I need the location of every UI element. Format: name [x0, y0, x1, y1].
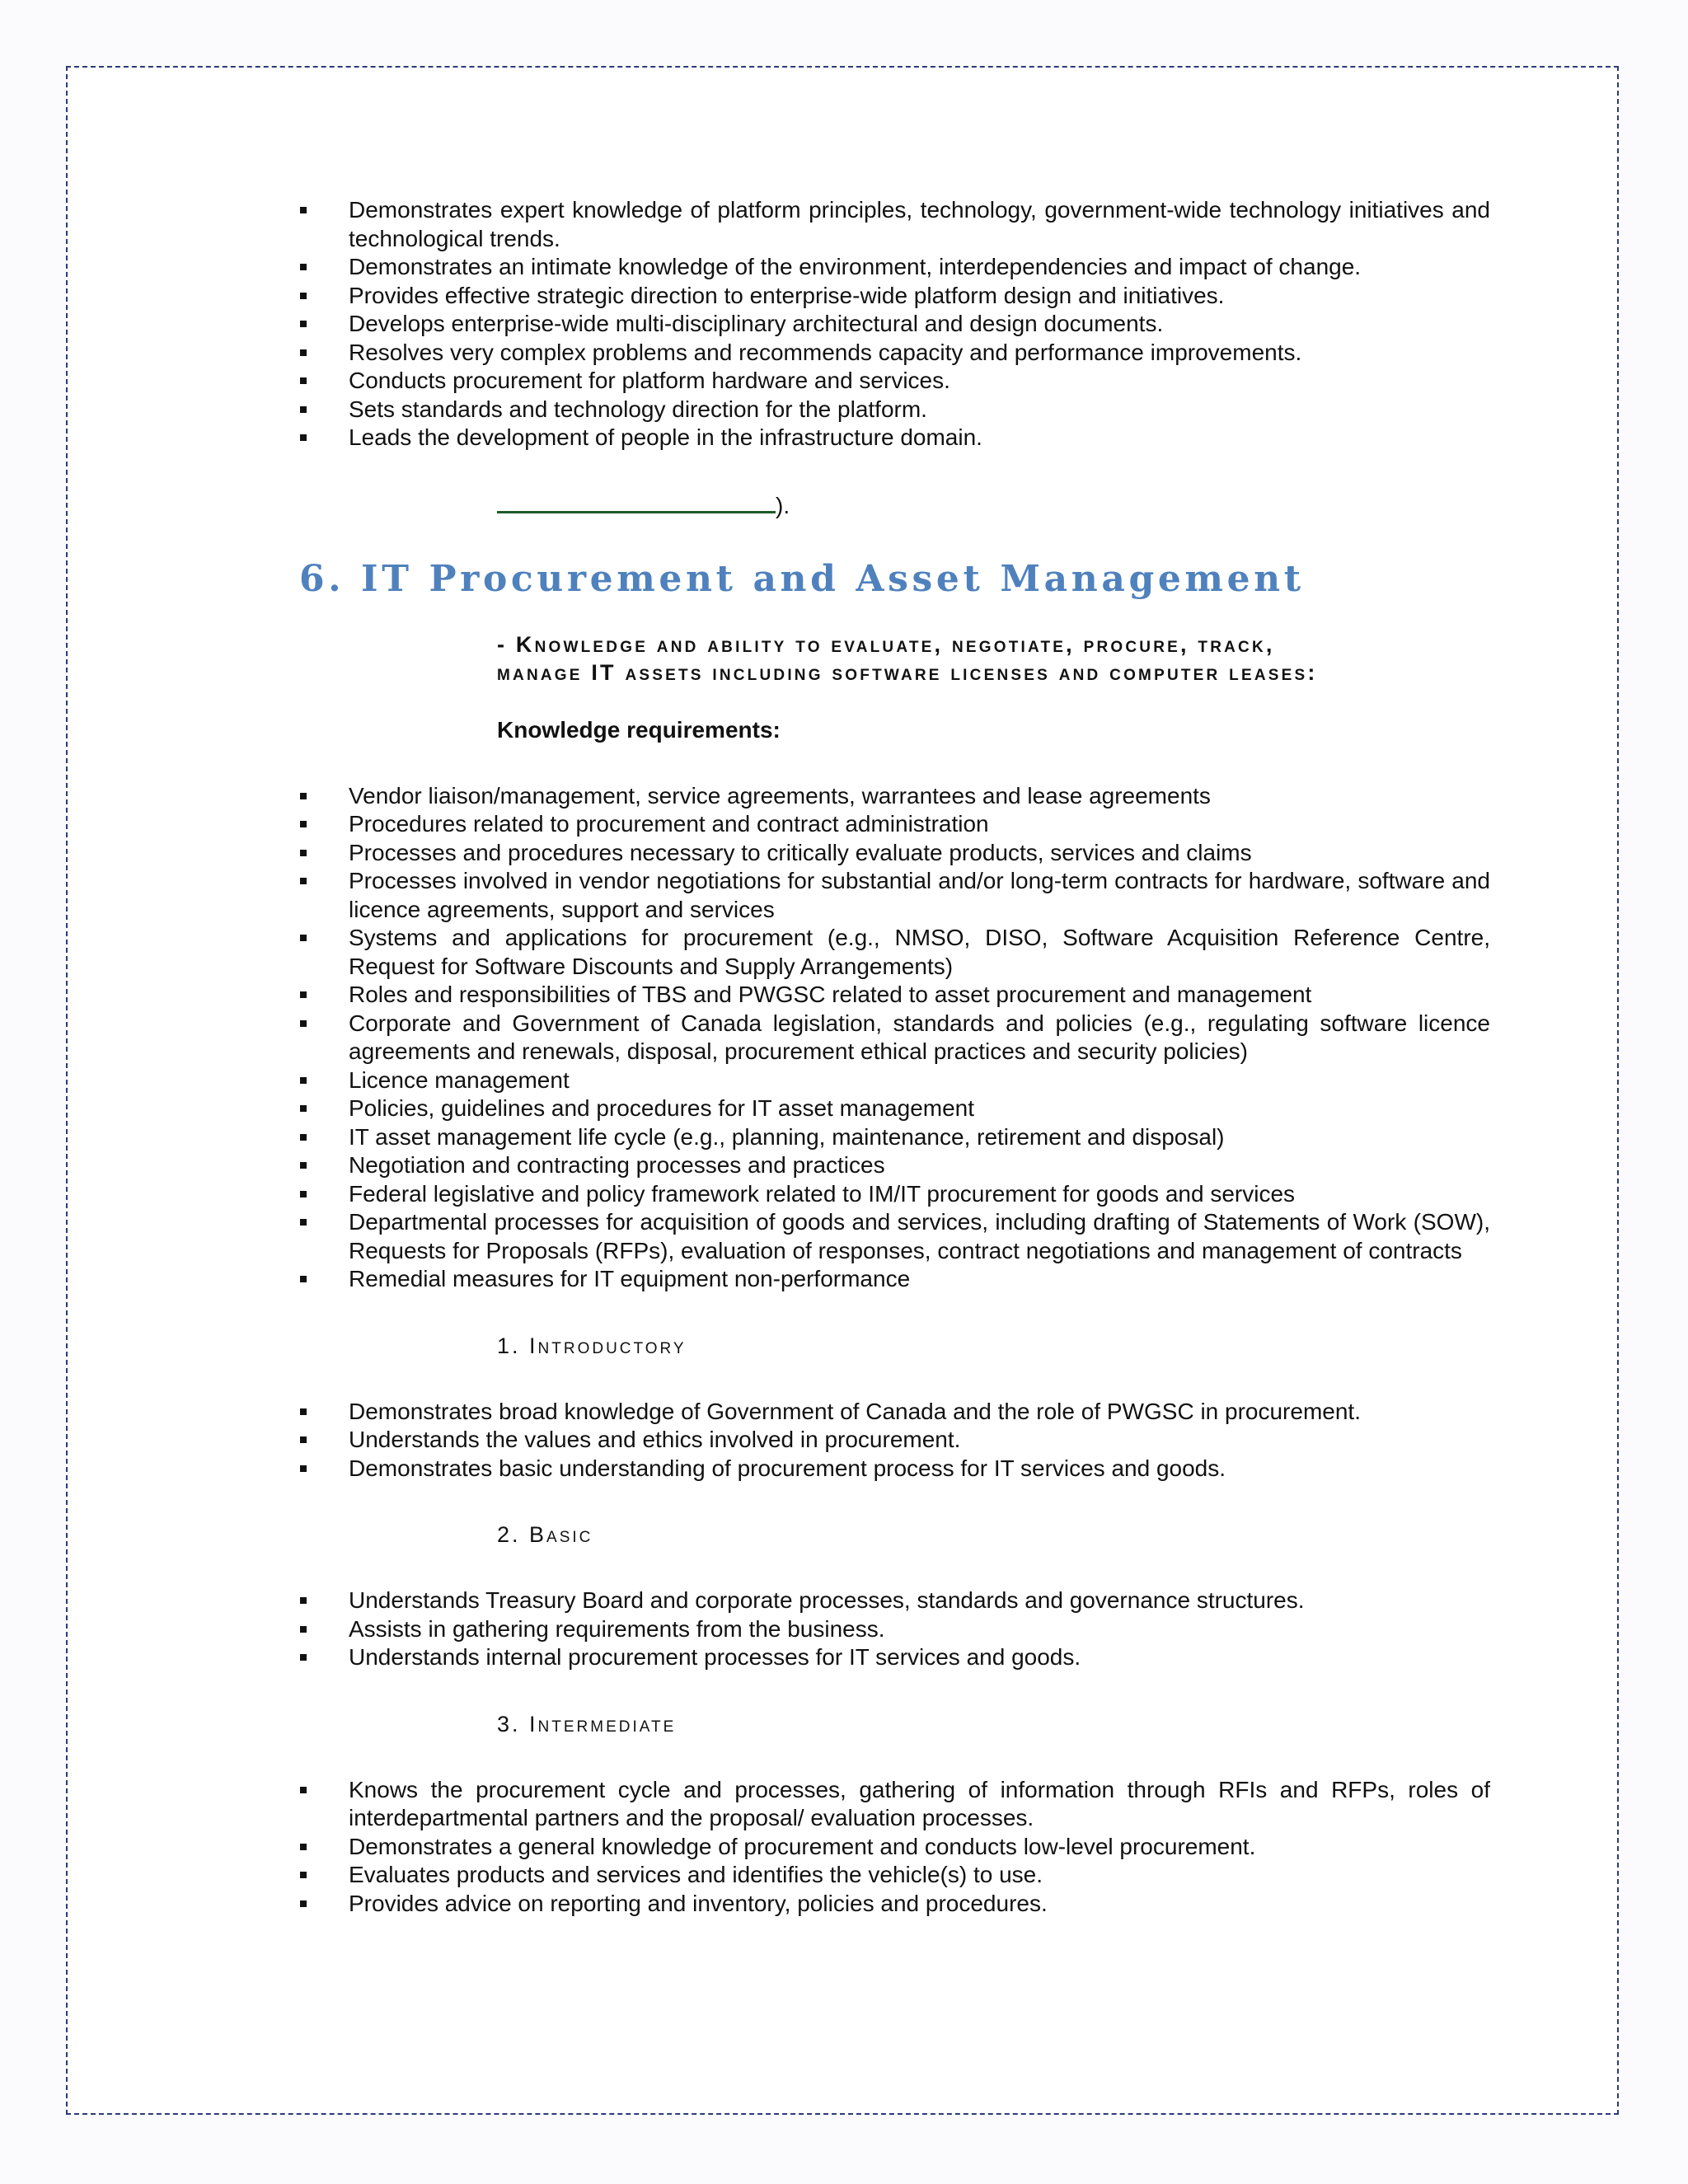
bullet-icon	[300, 293, 307, 299]
list-item: Understands the values and ethics involved in procurement.	[299, 1426, 1490, 1455]
bullet-icon	[300, 349, 307, 356]
list-item: Demonstrates broad knowledge of Government of Canada and the role of PWGSC in procurement.	[299, 1398, 1490, 1427]
bullet-icon	[300, 1436, 307, 1443]
section-subtitle-line-2: manage IT assets including software licenses and computer leases:	[497, 659, 1318, 685]
bullet-icon	[300, 1020, 307, 1027]
list-item: Understands Treasury Board and corporate processes, standards and governance structures.	[299, 1586, 1490, 1615]
bullet-icon	[300, 1276, 307, 1282]
knowledge-requirements-heading: Knowledge requirements:	[497, 716, 781, 743]
bullet-icon	[300, 1787, 307, 1793]
list-item: Demonstrates basic understanding of procurement process for IT services and goods.	[299, 1455, 1490, 1483]
list-item: Remedial measures for IT equipment non-performance	[299, 1265, 1490, 1294]
basic-bullet-list	[299, 1586, 1490, 1672]
bullet-icon	[300, 1654, 307, 1661]
bullet-icon	[300, 821, 307, 827]
list-item: Negotiation and contracting processes and practices	[299, 1151, 1490, 1180]
bullet-icon	[300, 1077, 307, 1084]
section-subtitle	[497, 630, 1490, 687]
bullet-icon	[300, 1626, 307, 1633]
list-item: Resolves very complex problems and recommends capacity and performance improvements.	[299, 339, 1490, 368]
list-item: Provides advice on reporting and inventory, policies and procedures.	[299, 1890, 1490, 1919]
list-item: Sets standards and technology direction for the platform.	[299, 396, 1490, 424]
list-item: Develops enterprise-wide multi-disciplinary architectural and design documents.	[299, 310, 1490, 339]
bullet-icon	[300, 1162, 307, 1169]
top-bullet-list	[299, 196, 1490, 452]
bullet-icon	[300, 1872, 307, 1878]
list-item: Federal legislative and policy framework related to IM/IT procurement for goods and services	[299, 1180, 1490, 1209]
bullet-icon	[300, 1844, 307, 1850]
bullet-icon	[300, 878, 307, 884]
list-item: Processes and procedures necessary to critically evaluate products, services and claims	[299, 839, 1490, 868]
bullet-icon	[300, 377, 307, 384]
bullet-icon	[300, 935, 307, 941]
bullet-icon	[300, 1191, 307, 1197]
list-item: Procedures related to procurement and contract administration	[299, 810, 1490, 839]
list-item: Processes involved in vendor negotiations for substantial and/or long-term contracts for hardware, software and licence agreements, support and services	[299, 867, 1490, 924]
list-item: Vendor liaison/management, service agreements, warrantees and lease agreements	[299, 782, 1490, 811]
list-item: Demonstrates expert knowledge of platform principles, technology, government-wide technology initiatives and technological trends.	[299, 196, 1490, 253]
document-content	[299, 196, 1490, 1918]
bullet-icon	[300, 1597, 307, 1604]
knowledge-bullet-list	[299, 782, 1490, 1294]
list-item: Policies, guidelines and procedures for IT asset management	[299, 1094, 1490, 1123]
list-item: Assists in gathering requirements from the business.	[299, 1615, 1490, 1644]
bullet-icon	[300, 1465, 307, 1472]
signature-suffix: ).	[776, 492, 790, 518]
signature-rule	[497, 511, 776, 513]
bullet-icon	[300, 1219, 307, 1226]
bullet-icon	[300, 991, 307, 998]
introductory-bullet-list	[299, 1398, 1490, 1483]
bullet-icon	[300, 793, 307, 799]
list-item: Demonstrates an intimate knowledge of the environment, interdependencies and impact of change.	[299, 253, 1490, 282]
bullet-icon	[300, 1408, 307, 1415]
list-item: Licence management	[299, 1066, 1490, 1095]
bullet-icon	[300, 321, 307, 327]
bullet-icon	[300, 1134, 307, 1141]
list-item: Evaluates products and services and identifies the vehicle(s) to use.	[299, 1861, 1490, 1890]
bullet-icon	[300, 406, 307, 413]
bullet-icon	[300, 434, 307, 441]
bullet-icon	[300, 1900, 307, 1907]
list-item: Roles and responsibilities of TBS and PWGSC related to asset procurement and management	[299, 981, 1490, 1010]
level-heading-introductory: 1. Introductory	[497, 1333, 687, 1358]
intermediate-bullet-list	[299, 1776, 1490, 1919]
bullet-icon	[300, 207, 307, 213]
list-item: Provides effective strategic direction to enterprise-wide platform design and initiatives.	[299, 282, 1490, 311]
list-item: Systems and applications for procurement (e.g., NMSO, DISO, Software Acquisition Reference Centre, Request for Software Discounts and Supply Arrangements)	[299, 924, 1490, 981]
section-title: 6. IT Procurement and Asset Management	[299, 557, 1305, 600]
list-item: Departmental processes for acquisition of goods and services, including drafting of Statements of Work (SOW), Requests for Proposals (RFPs), evaluation of responses, contract negotiations and management of contracts	[299, 1208, 1490, 1265]
bullet-icon	[300, 850, 307, 856]
list-item: Corporate and Government of Canada legislation, standards and policies (e.g., regulating software licence agreements and renewals, disposal, procurement ethical practices and security policies)	[299, 1010, 1490, 1066]
level-heading-basic: 2. Basic	[497, 1522, 593, 1547]
signature-line	[497, 492, 1490, 520]
list-item: Leads the development of people in the infrastructure domain.	[299, 424, 1490, 452]
list-item: Demonstrates a general knowledge of procurement and conducts low-level procurement.	[299, 1833, 1490, 1862]
list-item: IT asset management life cycle (e.g., planning, maintenance, retirement and disposal)	[299, 1123, 1490, 1152]
level-heading-intermediate: 3. Intermediate	[497, 1711, 677, 1736]
list-item: Understands internal procurement processes for IT services and goods.	[299, 1643, 1490, 1672]
list-item: Knows the procurement cycle and processes, gathering of information through RFIs and RFPs, roles of interdepartmental partners and the proposal/ evaluation processes.	[299, 1776, 1490, 1833]
bullet-icon	[300, 1105, 307, 1112]
list-item: Conducts procurement for platform hardware and services.	[299, 367, 1490, 396]
section-subtitle-line-1: - Knowledge and ability to evaluate, negotiate, procure, track,	[497, 631, 1275, 657]
bullet-icon	[300, 264, 307, 270]
